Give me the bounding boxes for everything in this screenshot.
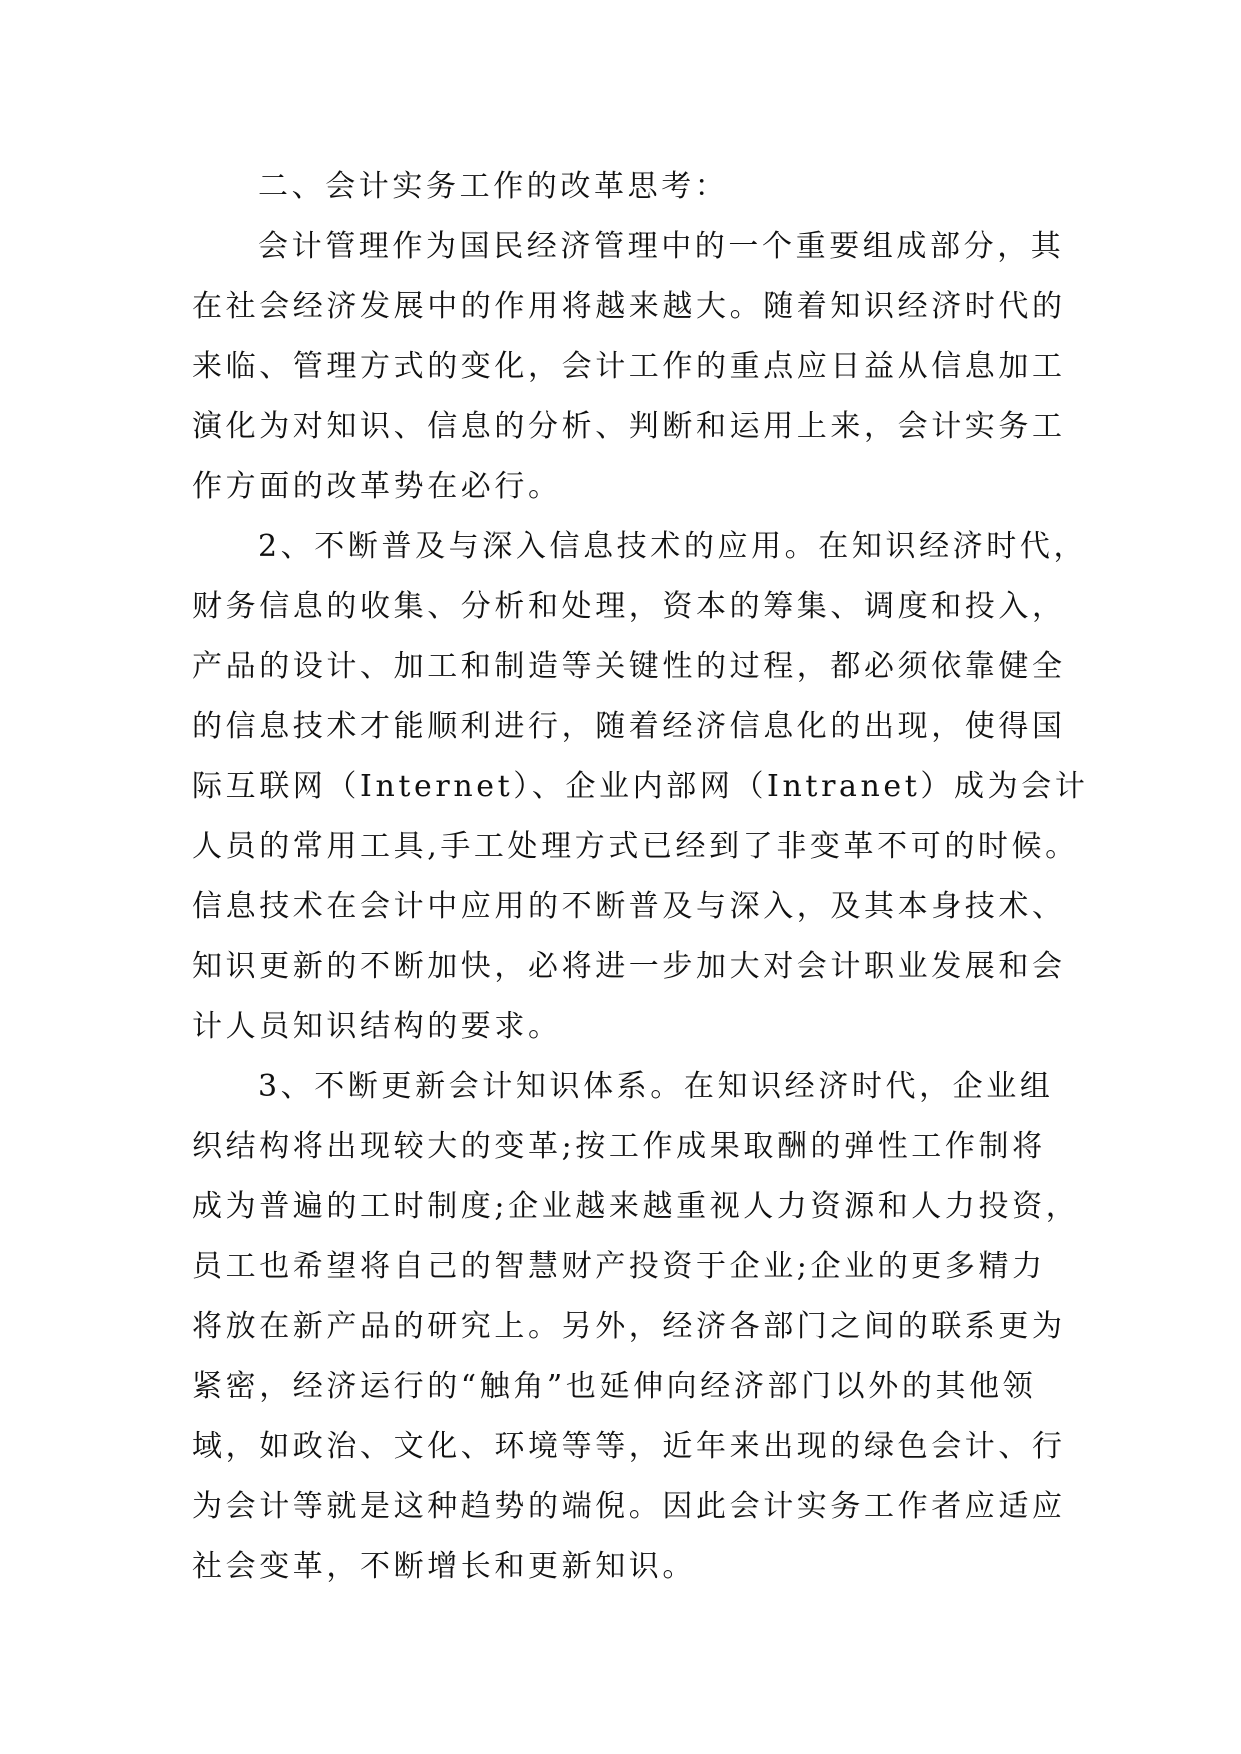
paragraph-line: 紧密，经济运行的“触角”也延伸向经济部门以外的其他领 [192,1369,1037,1404]
paragraph-line: 演化为对知识、信息的分析、判断和运用上来，会计实务工 [192,409,1066,444]
paragraph-line: 财务信息的收集、分析和处理，资本的筹集、调度和投入， [192,589,1066,624]
paragraph-information-technology [192,517,1089,1057]
paragraph-line: 织结构将出现较大的变革;按工作成果取酬的弹性工作制将 [192,1129,1046,1164]
paragraph-line: 在社会经济发展中的作用将越来越大。随着知识经济时代的 [192,289,1066,324]
paragraph-line: 会计管理作为国民经济管理中的一个重要组成部分，其 [258,229,1065,264]
paragraph-line: 信息技术在会计中应用的不断普及与深入，及其本身技术、 [192,889,1066,924]
paragraph-line: 来临、管理方式的变化，会计工作的重点应日益从信息加工 [192,349,1066,384]
document-body [192,157,1089,1597]
paragraph-line: 际互联网（Internet）、企业内部网（Intranet）成为会计 [192,769,1089,804]
paragraph-line: 员工也希望将自己的智慧财产投资于企业;企业的更多精力 [192,1249,1046,1284]
paragraph-line: 作方面的改革势在必行。 [192,469,562,504]
heading-line: 二、会计实务工作的改革思考： [258,169,729,204]
paragraph-line: 域，如政治、文化、环境等等，近年来出现的绿色会计、行 [192,1429,1066,1464]
paragraph-line: 知识更新的不断加快，必将进一步加大对会计职业发展和会 [192,949,1066,984]
paragraph-line: 为会计等就是这种趋势的端倪。因此会计实务工作者应适应 [192,1489,1066,1524]
paragraph-line: 2、不断普及与深入信息技术的应用。在知识经济时代， [258,529,1088,564]
section-heading [192,157,1070,217]
paragraph-line: 的信息技术才能顺利进行，随着经济信息化的出现，使得国 [192,709,1066,744]
paragraph-line: 计人员知识结构的要求。 [192,1009,562,1044]
paragraph-line: 人员的常用工具,手工处理方式已经到了非变革不可的时候。 [192,829,1079,864]
paragraph-line: 产品的设计、加工和制造等关键性的过程，都必须依靠健全 [192,649,1066,684]
paragraph-line: 社会变革，不断增长和更新知识。 [192,1549,696,1584]
paragraph-knowledge-system [192,1057,1080,1597]
paragraph-line: 3、不断更新会计知识体系。在知识经济时代，企业组 [258,1069,1054,1104]
paragraph-line: 将放在新产品的研究上。另外，经济各部门之间的联系更为 [192,1309,1066,1344]
paragraph-line: 成为普遍的工时制度;企业越来越重视人力资源和人力投资， [192,1189,1080,1224]
paragraph-reform-overview [192,217,1070,517]
